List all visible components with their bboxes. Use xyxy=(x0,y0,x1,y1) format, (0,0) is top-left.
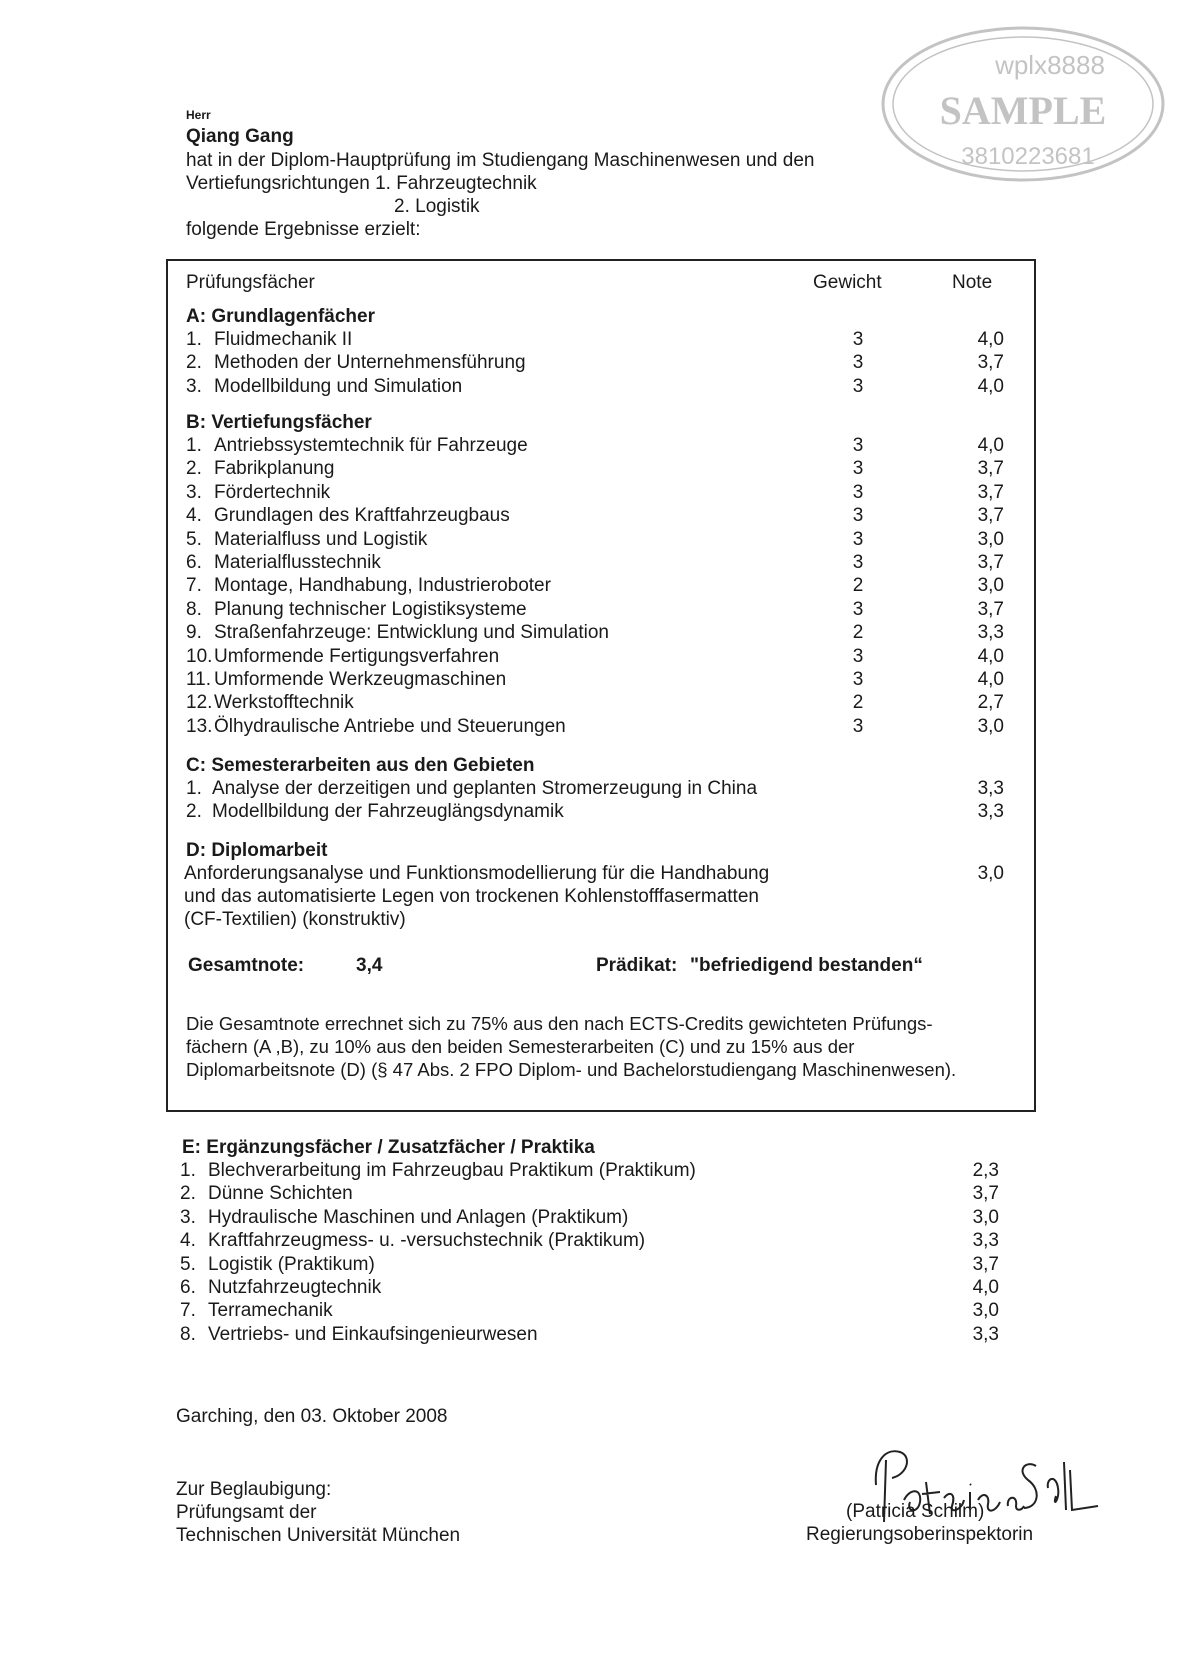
certification-line-2: Prüfungsamt der xyxy=(176,1502,317,1523)
overall-grade-label: Gesamtnote: xyxy=(188,955,305,976)
item-number: 7. xyxy=(186,575,202,597)
subject-name: Dünne Schichten xyxy=(208,1183,353,1205)
item-number: 1. xyxy=(186,435,202,456)
subject-weight: 3 xyxy=(852,435,864,456)
subject-weight: 2 xyxy=(852,692,864,714)
subject-name: Kraftfahrzeugmess- u. -versuchstechnik (Praktikum) xyxy=(208,1230,646,1252)
results-table xyxy=(166,259,1036,1112)
recipient-name: Qiang Gang xyxy=(186,126,294,147)
subject-name: Grundlagen des Kraftfahrzeugbaus xyxy=(214,505,510,527)
predicate-label: Prädikat: xyxy=(596,955,678,976)
subject-grade: 3,3 xyxy=(977,778,1004,799)
subject-grade: 3,3 xyxy=(977,801,1004,823)
signer-title: Regierungsoberinspektorin xyxy=(806,1524,1034,1545)
subject-weight: 3 xyxy=(852,375,864,397)
subject-grade: 3,0 xyxy=(977,528,1004,550)
subject-name: Montage, Handhabung, Industrieroboter xyxy=(214,575,551,597)
calculation-note-line-1: Die Gesamtnote errechnet sich zu 75% aus den nach ECTS-Credits gewichteten Prüfungs- xyxy=(186,1013,933,1034)
stamp-bottom-text: 3810223681 xyxy=(961,143,1095,170)
section-c-title: C: Semesterarbeiten aus den Gebieten xyxy=(186,755,535,776)
item-number: 3. xyxy=(186,375,202,397)
item-number: 1. xyxy=(180,1160,196,1181)
thesis-grade: 3,0 xyxy=(977,863,1004,884)
subject-name: Fördertechnik xyxy=(214,481,331,503)
item-number: 8. xyxy=(180,1323,196,1345)
subject-weight: 2 xyxy=(852,575,864,597)
subject-name: Fluidmechanik II xyxy=(214,329,353,350)
sample-stamp xyxy=(878,22,1168,187)
item-number: 3. xyxy=(186,481,202,503)
subject-name: Straßenfahrzeuge: Entwicklung und Simulation xyxy=(214,622,610,644)
certification-line-1: Zur Beglaubigung: xyxy=(176,1479,332,1500)
item-number: 4. xyxy=(186,505,202,527)
subject-name: Analyse der derzeitigen und geplanten Stromerzeugung in China xyxy=(212,778,758,799)
subject-name: Umformende Werkzeugmaschinen xyxy=(214,669,507,690)
subject-name: Methoden der Unternehmensführung xyxy=(214,352,526,374)
subject-name: Vertriebs- und Einkaufsingenieurwesen xyxy=(208,1323,538,1345)
subject-weight: 3 xyxy=(852,481,864,503)
subject-name: Modellbildung und Simulation xyxy=(214,375,463,397)
subject-name: Nutzfahrzeugtechnik xyxy=(208,1277,382,1298)
section-a-title: A: Grundlagenfächer xyxy=(186,306,375,327)
subject-weight: 3 xyxy=(852,669,864,690)
subject-weight: 3 xyxy=(852,329,864,350)
item-number: 1. xyxy=(186,329,202,350)
subject-weight: 3 xyxy=(852,715,864,737)
section-b-title: B: Vertiefungsfächer xyxy=(186,412,372,433)
specialization-line-2: 2. Logistik xyxy=(394,196,480,217)
results-intro: folgende Ergebnisse erzielt: xyxy=(186,219,421,240)
subject-name: Planung technischer Logistiksysteme xyxy=(214,598,527,620)
subject-name: Umformende Fertigungsverfahren xyxy=(214,645,500,667)
item-number: 8. xyxy=(186,598,202,620)
subject-grade: 3,7 xyxy=(972,1253,999,1275)
subject-grade: 3,0 xyxy=(972,1206,999,1228)
subject-weight: 2 xyxy=(852,622,864,644)
subject-name: Hydraulische Maschinen und Anlagen (Praktikum) xyxy=(208,1206,629,1228)
item-number: 3. xyxy=(180,1206,196,1228)
subject-grade: 3,0 xyxy=(977,715,1004,737)
section-d-title: D: Diplomarbeit xyxy=(186,840,328,861)
subject-name: Werkstofftechnik xyxy=(214,692,354,714)
overall-grade-value: 3,4 xyxy=(356,955,383,976)
stamp-main-text: SAMPLE xyxy=(939,88,1107,133)
subject-grade: 2,3 xyxy=(972,1160,999,1181)
subject-name: Ölhydraulische Antriebe und Steuerungen xyxy=(214,715,566,737)
item-number: 5. xyxy=(186,528,202,550)
subject-weight: 3 xyxy=(852,458,864,480)
subject-grade: 3,7 xyxy=(977,505,1004,527)
subject-weight: 3 xyxy=(852,528,864,550)
column-header-subjects: Prüfungsfächer xyxy=(186,272,315,293)
item-number: 6. xyxy=(180,1277,196,1298)
item-number: 9. xyxy=(186,622,202,644)
predicate-value: "befriedigend bestanden“ xyxy=(690,955,923,976)
item-number: 12. xyxy=(186,692,213,714)
item-number: 1. xyxy=(186,778,202,799)
specialization-line: Vertiefungsrichtungen 1. Fahrzeugtechnik xyxy=(186,173,537,194)
item-number: 13. xyxy=(186,715,213,737)
subject-grade: 3,3 xyxy=(972,1323,999,1345)
item-number: 10. xyxy=(186,645,213,667)
stamp-top-text: wplx8888 xyxy=(995,50,1105,80)
salutation: Herr xyxy=(186,108,211,122)
subject-grade: 3,7 xyxy=(977,458,1004,480)
subject-grade: 3,7 xyxy=(977,598,1004,620)
subject-name: Materialfluss und Logistik xyxy=(214,528,428,550)
calculation-note-line-2: fächern (A ,B), zu 10% aus den beiden Semesterarbeiten (C) und zu 15% aus der xyxy=(186,1036,855,1057)
item-number: 5. xyxy=(180,1253,196,1275)
thesis-title-line-1: Anforderungsanalyse und Funktionsmodellierung für die Handhabung xyxy=(184,863,770,884)
subject-name: Modellbildung der Fahrzeuglängsdynamik xyxy=(212,801,564,823)
subject-grade: 4,0 xyxy=(977,329,1004,350)
subject-name: Blechverarbeitung im Fahrzeugbau Praktikum (Praktikum) xyxy=(208,1160,696,1181)
subject-weight: 3 xyxy=(852,505,864,527)
subject-grade: 3,7 xyxy=(972,1183,999,1205)
thesis-title-line-3: (CF-Textilien) (konstruktiv) xyxy=(184,909,406,930)
item-number: 2. xyxy=(186,352,202,374)
subject-name: Antriebssystemtechnik für Fahrzeuge xyxy=(214,435,528,456)
signer-name: (Patricia Schilm) xyxy=(846,1501,985,1522)
column-header-grade: Note xyxy=(952,272,993,293)
column-header-weight: Gewicht xyxy=(813,272,882,293)
subject-weight: 3 xyxy=(852,645,864,667)
intro-line: hat in der Diplom-Hauptprüfung im Studiengang Maschinenwesen und den xyxy=(186,150,815,171)
subject-grade: 4,0 xyxy=(972,1277,999,1298)
item-number: 2. xyxy=(180,1183,196,1205)
subject-weight: 3 xyxy=(852,352,864,374)
subject-grade: 3,3 xyxy=(972,1230,999,1252)
subject-grade: 2,7 xyxy=(977,692,1004,714)
subject-grade: 4,0 xyxy=(977,669,1004,690)
subject-name: Logistik (Praktikum) xyxy=(208,1253,375,1275)
certification-line-3: Technischen Universität München xyxy=(176,1525,461,1546)
subject-grade: 3,7 xyxy=(977,481,1004,503)
subject-grade: 3,7 xyxy=(977,552,1004,573)
subject-grade: 4,0 xyxy=(977,645,1004,667)
section-e-title: E: Ergänzungsfächer / Zusatzfächer / Praktika xyxy=(182,1137,595,1158)
subject-grade: 4,0 xyxy=(977,435,1004,456)
subject-grade: 3,0 xyxy=(977,575,1004,597)
thesis-title-line-2: und das automatisierte Legen von trockenen Kohlenstofffasermatten xyxy=(184,886,759,907)
calculation-note-line-3: Diplomarbeitsnote (D) (§ 47 Abs. 2 FPO Diplom- und Bachelorstudiengang Maschinenwesen). xyxy=(186,1059,957,1080)
subject-grade: 3,3 xyxy=(977,622,1004,644)
item-number: 7. xyxy=(180,1300,196,1322)
subject-grade: 3,7 xyxy=(977,352,1004,374)
subject-name: Terramechanik xyxy=(208,1300,333,1322)
subject-name: Fabrikplanung xyxy=(214,458,335,480)
subject-name: Materialflusstechnik xyxy=(214,552,381,573)
subject-grade: 4,0 xyxy=(977,375,1004,397)
place-date: Garching, den 03. Oktober 2008 xyxy=(176,1406,448,1427)
item-number: 11. xyxy=(186,669,212,690)
item-number: 6. xyxy=(186,552,202,573)
item-number: 4. xyxy=(180,1230,196,1252)
item-number: 2. xyxy=(186,458,202,480)
subject-weight: 3 xyxy=(852,598,864,620)
item-number: 2. xyxy=(186,801,202,823)
subject-weight: 3 xyxy=(852,552,864,573)
subject-grade: 3,0 xyxy=(972,1300,999,1322)
